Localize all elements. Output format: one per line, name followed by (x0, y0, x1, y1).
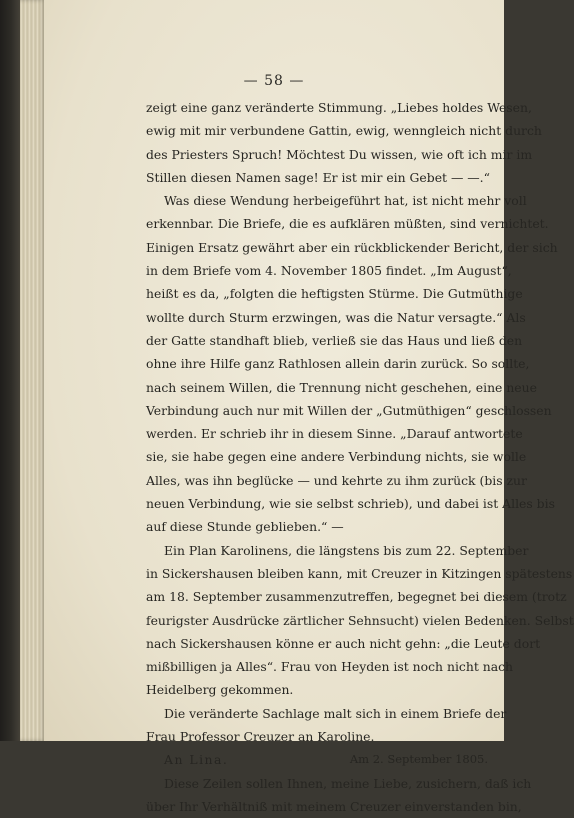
text-line: der Gatte standhaft blieb, verließ sie das Haus und ließ den (146, 332, 523, 348)
paragraph-start-line: Was diese Wendung herbeigeführt hat, ist nicht mehr voll (164, 193, 527, 209)
text-line: Einigen Ersatz gewährt aber ein rückblickender Bericht, der sich (146, 239, 558, 255)
text-line: des Priesters Spruch! Möchtest Du wissen, wie oft ich mir im (146, 146, 533, 162)
text-line: feurigster Ausdrücke zärtlicher Sehnsucht) vielen Bedenken. Selbst (146, 612, 574, 628)
text-line: Frau Professor Creuzer an Karoline. (146, 729, 375, 745)
text-line: zeigt eine ganz veränderte Stimmung. „Liebes holdes Wesen, (146, 100, 532, 115)
text-line: über Ihr Verhältniß mit meinem Creuzer einverstanden bin, (146, 798, 522, 814)
letter-salutation: An Lina. (164, 752, 229, 768)
text-line: am 18. September zusammenzutreffen, begegnet bei diesem (trotz (146, 589, 567, 605)
page-number: — 58 — (243, 73, 305, 89)
scan-background (0, 0, 22, 741)
letter-heading (146, 748, 500, 771)
paragraph-start-line: Ein Plan Karolinens, die längstens bis zum 22. September (164, 542, 529, 558)
letter-date: Am 2. September 1805. (349, 752, 488, 767)
text-line: heißt es da, „folgten die heftigsten Stürme. Die Gutmüthige (146, 286, 523, 302)
text-line: Verbindung auch nur mit Willen der „Gutmüthigen“ geschlossen (146, 402, 552, 418)
text-line: Alles, was ihn beglücke — und kehrte zu ihm zurück (bis zur (146, 472, 527, 488)
page-edges (20, 0, 46, 741)
text-line: Heidelberg gekommen. (146, 682, 294, 698)
text-line: ewig mit mir verbundene Gattin, ewig, wenngleich nicht durch (146, 123, 542, 139)
text-line: in dem Briefe vom 4. November 1805 findet. „Im August“, (146, 263, 512, 279)
text-line: werden. Er schrieb ihr in diesem Sinne. „Darauf antwortete (146, 426, 523, 442)
text-line: mißbilligen ja Alles“. Frau von Heyden ist noch nicht nach (146, 659, 514, 675)
paragraph-start-line: Diese Zeilen sollen Ihnen, meine Liebe, zusichern, daß ich (164, 775, 532, 791)
text-line: wollte durch Sturm erzwingen, was die Natur versagte.“ Als (146, 309, 526, 325)
text-line: nach seinem Willen, die Trennung nicht geschehen, eine neue (146, 379, 537, 395)
text-line: sie, sie habe gegen eine andere Verbindung nichts, sie wolle (146, 449, 527, 465)
text-line: in Sickershausen bleiben kann, mit Creuzer in Kitzingen spätestens (146, 565, 573, 581)
text-line: nach Sickershausen könne er auch nicht gehn: „die Leute dort (146, 635, 541, 651)
text-line: neuen Verbindung, wie sie selbst schrieb), und dabei ist Alles bis (146, 496, 555, 512)
paragraph-start-line: Die veränderte Sachlage malt sich in einem Briefe der (164, 705, 507, 721)
text-line: erkennbar. Die Briefe, die es aufklären müßten, sind vernichtet. (146, 216, 549, 232)
book-page (44, 0, 574, 814)
text-line: ohne ihre Hilfe ganz Rathlosen allein darin zurück. So sollte, (146, 356, 530, 372)
text-line: Stillen diesen Namen sage! Er ist mir ein Gebet — —.“ (146, 169, 490, 185)
body-text (146, 96, 574, 818)
text-line: auf diese Stunde geblieben.“ — (146, 519, 344, 535)
